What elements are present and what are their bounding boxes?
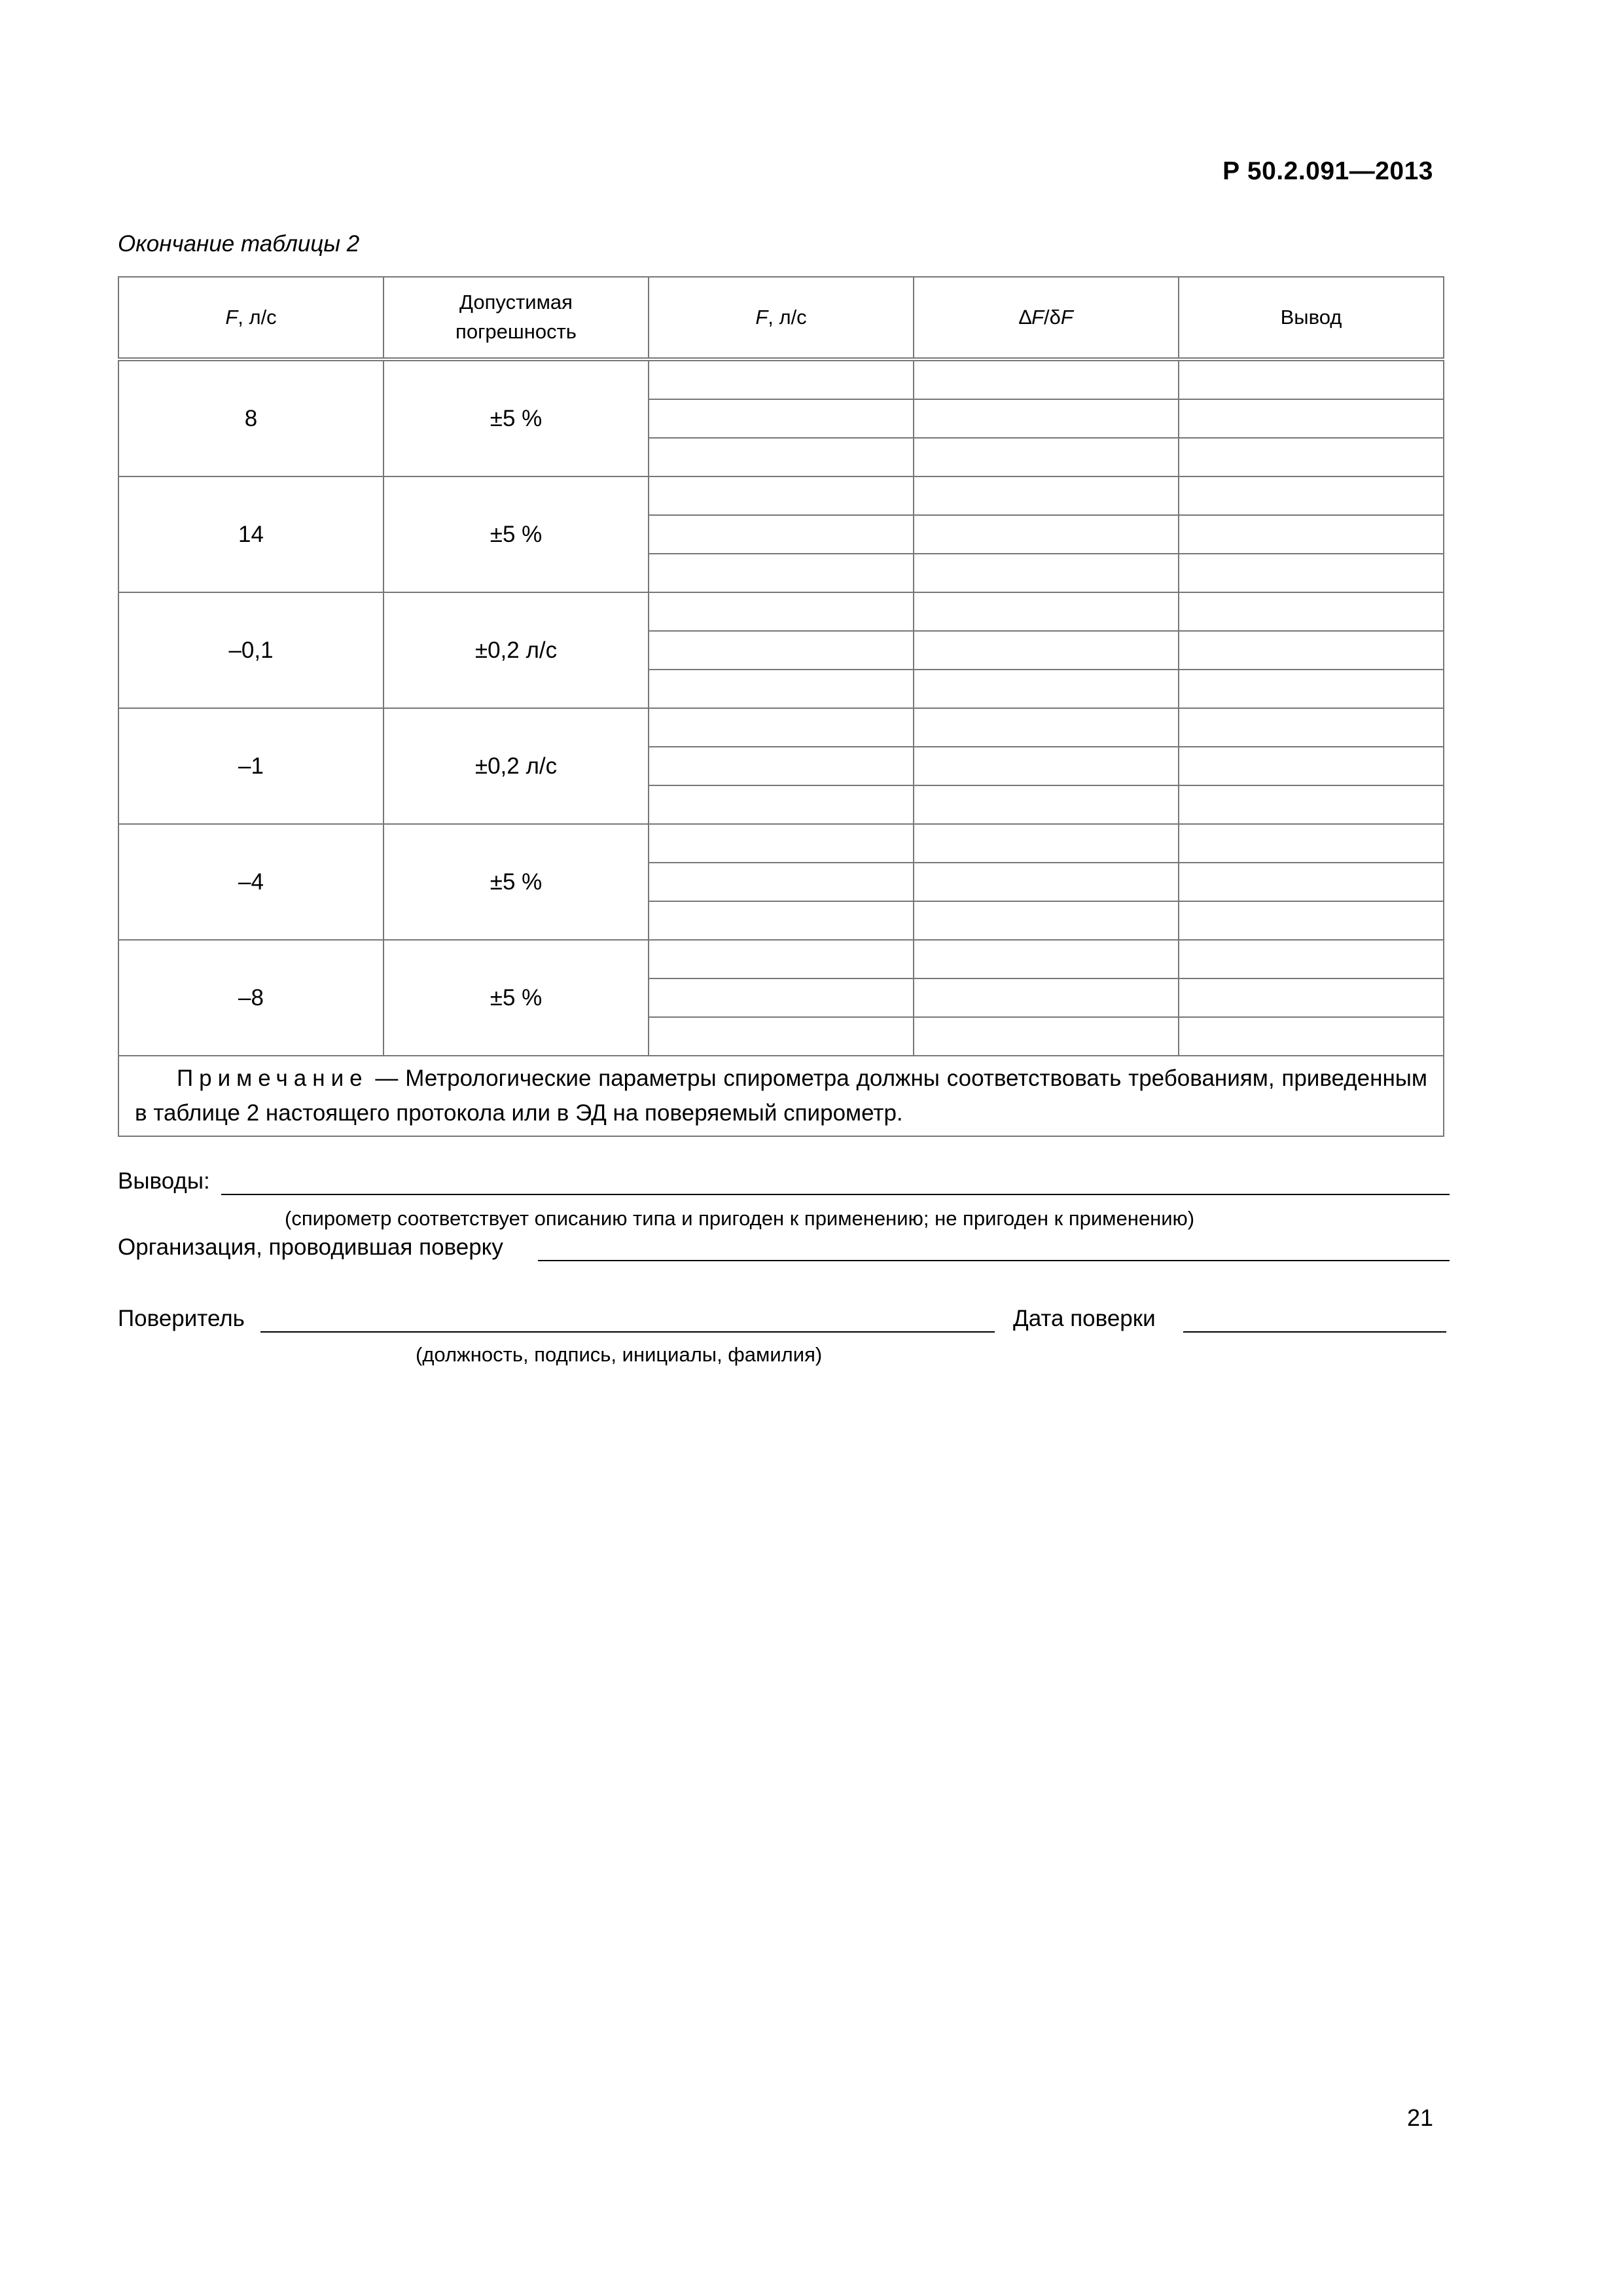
table-row bbox=[118, 824, 1444, 863]
error-cell[interactable] bbox=[914, 978, 1179, 1017]
table-row bbox=[118, 592, 1444, 631]
conclusion-cell[interactable] bbox=[1179, 592, 1444, 631]
column-header-f-measured: F, л/с bbox=[649, 277, 914, 359]
measured-flow-cell[interactable] bbox=[649, 863, 914, 901]
nominal-flow-cell: –0,1 bbox=[118, 592, 383, 708]
tolerance-cell: ±5 % bbox=[383, 476, 649, 592]
table-note-row bbox=[118, 1056, 1444, 1136]
conclusion-cell[interactable] bbox=[1179, 863, 1444, 901]
measured-flow-cell[interactable] bbox=[649, 592, 914, 631]
error-cell[interactable] bbox=[914, 515, 1179, 554]
table-row bbox=[118, 708, 1444, 747]
error-cell[interactable] bbox=[914, 359, 1179, 399]
error-cell[interactable] bbox=[914, 592, 1179, 631]
conclusion-cell[interactable] bbox=[1179, 1017, 1444, 1056]
measured-flow-cell[interactable] bbox=[649, 1017, 914, 1056]
measured-flow-cell[interactable] bbox=[649, 747, 914, 785]
conclusion-cell[interactable] bbox=[1179, 785, 1444, 824]
tolerance-cell: ±5 % bbox=[383, 359, 649, 476]
conclusion-cell[interactable] bbox=[1179, 670, 1444, 708]
conclusion-cell[interactable] bbox=[1179, 631, 1444, 670]
conclusion-cell[interactable] bbox=[1179, 438, 1444, 476]
error-cell[interactable] bbox=[914, 631, 1179, 670]
nominal-flow-cell: 14 bbox=[118, 476, 383, 592]
verification-table bbox=[118, 276, 1444, 1137]
error-cell[interactable] bbox=[914, 438, 1179, 476]
tolerance-cell: ±0,2 л/с bbox=[383, 592, 649, 708]
table-note: Примечание — Метрологические параметры спирометра должны соответствовать требованиям, приведенным в таблице 2 настоящего протокола или в ЭД на поверяемый спирометр. bbox=[118, 1056, 1444, 1136]
error-cell[interactable] bbox=[914, 554, 1179, 592]
nominal-flow-cell: –1 bbox=[118, 708, 383, 824]
measured-flow-cell[interactable] bbox=[649, 824, 914, 863]
verifier-line[interactable] bbox=[260, 1331, 995, 1333]
tolerance-cell: ±5 % bbox=[383, 940, 649, 1056]
error-cell[interactable] bbox=[914, 670, 1179, 708]
error-cell[interactable] bbox=[914, 940, 1179, 978]
page-number: 21 bbox=[1406, 2104, 1433, 2131]
measured-flow-cell[interactable] bbox=[649, 359, 914, 399]
nominal-flow-cell: –4 bbox=[118, 824, 383, 940]
table-row bbox=[118, 476, 1444, 515]
verifier-hint: (должность, подпись, инициалы, фамилия) bbox=[416, 1343, 823, 1366]
document-code: Р 50.2.091—2013 bbox=[1222, 157, 1433, 185]
conclusion-cell[interactable] bbox=[1179, 476, 1444, 515]
tolerance-cell: ±0,2 л/с bbox=[383, 708, 649, 824]
error-cell[interactable] bbox=[914, 708, 1179, 747]
conclusions-hint: (спирометр соответствует описанию типа и пригоден к применению; не пригоден к применению) bbox=[285, 1207, 1195, 1230]
measured-flow-cell[interactable] bbox=[649, 901, 914, 940]
measured-flow-cell[interactable] bbox=[649, 399, 914, 438]
table-row bbox=[118, 359, 1444, 399]
date-label: Дата поверки bbox=[1013, 1306, 1156, 1331]
nominal-flow-cell: 8 bbox=[118, 359, 383, 476]
conclusions-line[interactable] bbox=[221, 1194, 1450, 1195]
nominal-flow-cell: –8 bbox=[118, 940, 383, 1056]
column-header-f-nominal: F, л/с bbox=[118, 277, 383, 359]
error-cell[interactable] bbox=[914, 476, 1179, 515]
conclusion-cell[interactable] bbox=[1179, 978, 1444, 1017]
error-cell[interactable] bbox=[914, 747, 1179, 785]
table-header-row bbox=[118, 277, 1444, 359]
measured-flow-cell[interactable] bbox=[649, 670, 914, 708]
column-header-conclusion: Вывод bbox=[1179, 277, 1444, 359]
verifier-label: Поверитель bbox=[118, 1306, 245, 1331]
error-cell[interactable] bbox=[914, 863, 1179, 901]
measured-flow-cell[interactable] bbox=[649, 476, 914, 515]
conclusion-cell[interactable] bbox=[1179, 515, 1444, 554]
conclusion-cell[interactable] bbox=[1179, 824, 1444, 863]
measured-flow-cell[interactable] bbox=[649, 631, 914, 670]
table-row bbox=[118, 940, 1444, 978]
error-cell[interactable] bbox=[914, 901, 1179, 940]
measured-flow-cell[interactable] bbox=[649, 940, 914, 978]
error-cell[interactable] bbox=[914, 399, 1179, 438]
column-header-tolerance: Допустимая погрешность bbox=[383, 277, 649, 359]
measured-flow-cell[interactable] bbox=[649, 438, 914, 476]
organization-line[interactable] bbox=[538, 1260, 1450, 1261]
error-cell[interactable] bbox=[914, 785, 1179, 824]
error-cell[interactable] bbox=[914, 1017, 1179, 1056]
measured-flow-cell[interactable] bbox=[649, 515, 914, 554]
measured-flow-cell[interactable] bbox=[649, 978, 914, 1017]
organization-label: Организация, проводившая поверку bbox=[118, 1234, 503, 1260]
conclusion-cell[interactable] bbox=[1179, 554, 1444, 592]
measured-flow-cell[interactable] bbox=[649, 554, 914, 592]
conclusion-cell[interactable] bbox=[1179, 940, 1444, 978]
conclusion-cell[interactable] bbox=[1179, 901, 1444, 940]
measured-flow-cell[interactable] bbox=[649, 785, 914, 824]
tolerance-cell: ±5 % bbox=[383, 824, 649, 940]
date-line[interactable] bbox=[1183, 1331, 1446, 1333]
table-caption: Окончание таблицы 2 bbox=[118, 231, 360, 257]
measured-flow-cell[interactable] bbox=[649, 708, 914, 747]
conclusion-cell[interactable] bbox=[1179, 399, 1444, 438]
conclusion-cell[interactable] bbox=[1179, 359, 1444, 399]
column-header-error: ∆F/δF bbox=[914, 277, 1179, 359]
error-cell[interactable] bbox=[914, 824, 1179, 863]
conclusion-cell[interactable] bbox=[1179, 708, 1444, 747]
conclusions-label: Выводы: bbox=[118, 1168, 210, 1194]
conclusion-cell[interactable] bbox=[1179, 747, 1444, 785]
